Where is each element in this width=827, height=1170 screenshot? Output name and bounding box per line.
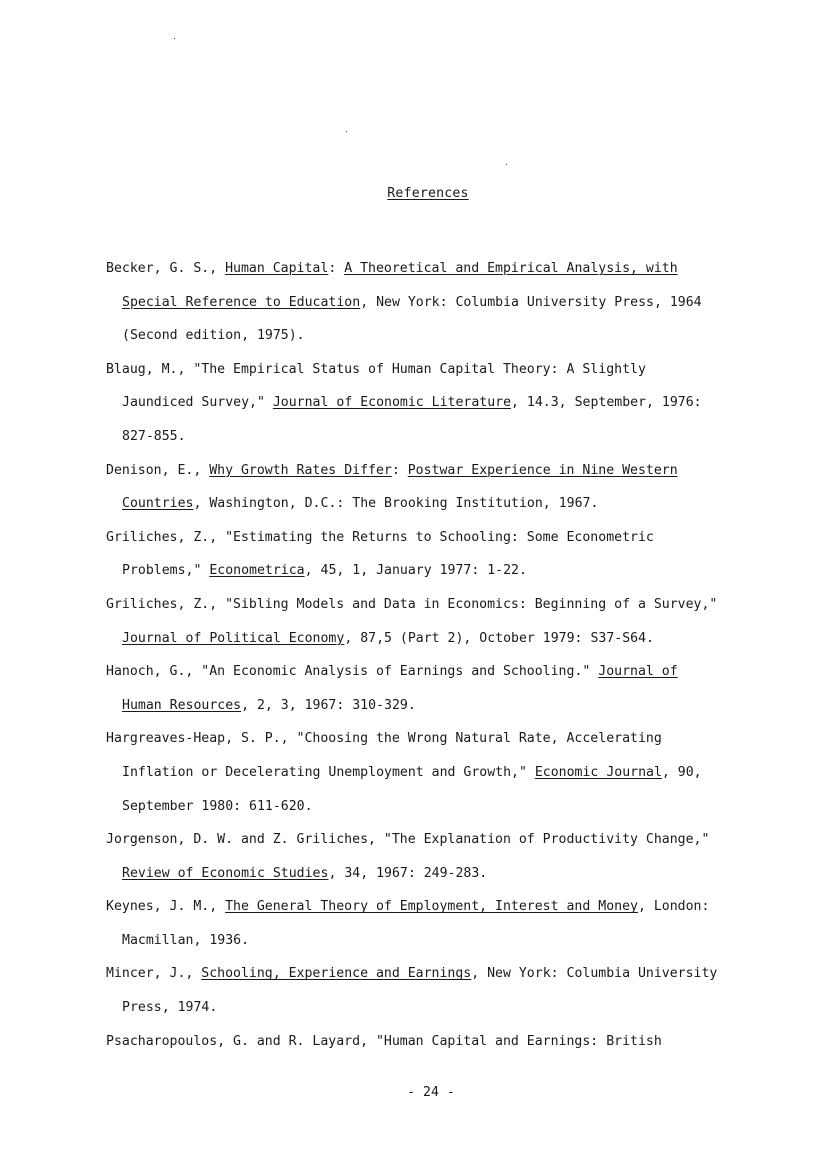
reference-line — [106, 286, 766, 320]
reference-text-segment: , New York: Columbia University Press, 1964 — [360, 294, 702, 310]
reference-text-segment: Keynes, J. M., — [106, 899, 226, 915]
reference-line — [106, 890, 766, 924]
page-number: - 24 - — [407, 1085, 455, 1100]
reference-text-segment: , 2, 3, 1967: 310-329. — [241, 697, 416, 713]
reference-line — [106, 722, 766, 756]
reference-text-segment: Hanoch, G., "An Economic Analysis of Earnings and Schooling." — [106, 664, 599, 680]
reference-line — [106, 588, 766, 622]
reference-text-segment: Press, 1974. — [122, 1000, 218, 1016]
reference-entry — [106, 454, 766, 521]
reference-line — [106, 857, 766, 891]
reference-title-segment: A Theoretical and Empirical Analysis, with — [344, 261, 678, 276]
reference-text-segment: Inflation or Decelerating Unemployment and Growth," — [122, 764, 535, 780]
reference-title-segment: Journal of Economic Literature — [272, 395, 512, 411]
reference-text-segment: Macmillan, 1936. — [122, 932, 250, 948]
reference-title-segment: Journal of — [598, 664, 678, 680]
scan-speck — [346, 131, 347, 132]
reference-entry — [106, 1025, 766, 1059]
reference-line — [106, 386, 766, 420]
reference-text-segment: Jorgenson, D. W. and Z. Griliches, "The Explanation of Productivity Change," — [106, 832, 710, 848]
reference-line — [106, 487, 766, 521]
reference-line — [106, 991, 766, 1025]
reference-text-segment: Griliches, Z., "Sibling Models and Data in Economics: Beginning of a Survey," — [106, 596, 718, 612]
reference-text-segment: , 14.3, September, 1976: — [511, 395, 702, 411]
reference-title-segment: Postwar Experience in Nine Western — [407, 462, 678, 478]
reference-line — [106, 454, 766, 488]
reference-title-segment: Countries — [122, 496, 194, 512]
reference-entry — [106, 957, 766, 1024]
scan-speck — [174, 38, 175, 39]
reference-title-segment: Schooling, Experience and Earnings — [201, 966, 472, 982]
reference-line — [106, 689, 766, 723]
reference-text-segment: Problems," — [122, 563, 210, 579]
reference-line — [106, 353, 766, 387]
reference-title-segment: Review of Economic Studies — [122, 865, 329, 881]
reference-text-segment: Jaundiced Survey," — [122, 395, 273, 411]
reference-entry — [106, 353, 766, 454]
reference-title-segment: The General Theory of Employment, Interest and Money — [225, 899, 638, 915]
reference-line — [106, 924, 766, 958]
reference-line — [106, 319, 766, 353]
references-heading-text: References — [387, 186, 469, 201]
reference-entry — [106, 655, 766, 722]
reference-line — [106, 655, 766, 689]
reference-entry — [106, 588, 766, 655]
reference-text-segment: Psacharopoulos, G. and R. Layard, "Human Capital and Earnings: British — [106, 1033, 662, 1049]
reference-entry — [106, 722, 766, 823]
reference-title-segment: Special Reference to Education — [122, 294, 361, 310]
reference-list — [106, 252, 766, 1058]
reference-line — [106, 622, 766, 656]
reference-text-segment: , New York: Columbia University — [471, 966, 718, 982]
reference-entry — [106, 252, 766, 353]
reference-text-segment: , 90, — [661, 764, 702, 780]
reference-text-segment: , 45, 1, January 1977: 1-22. — [304, 563, 527, 579]
reference-text-segment: (Second edition, 1975). — [122, 328, 305, 344]
reference-text-segment: : — [391, 462, 408, 478]
reference-title-segment: Journal of Political Economy — [122, 630, 345, 646]
reference-title-segment: Human Capital — [225, 261, 329, 276]
reference-text-segment: Hargreaves-Heap, S. P., "Choosing the Wrong Natural Rate, Accelerating — [106, 731, 662, 747]
reference-text-segment: : — [328, 261, 345, 276]
reference-title-segment: Economic Journal — [534, 764, 662, 780]
reference-line — [106, 252, 766, 286]
reference-text-segment: , London: — [637, 899, 710, 915]
reference-entry — [106, 823, 766, 890]
reference-line — [106, 554, 766, 588]
reference-title-segment: Why Growth Rates Differ — [209, 462, 392, 478]
reference-text-segment: , 34, 1967: 249-283. — [328, 865, 488, 881]
reference-text-segment: Becker, G. S., — [106, 261, 226, 276]
reference-text-segment: Blaug, M., "The Empirical Status of Human Capital Theory: A Slightly — [106, 361, 646, 377]
reference-text-segment: 827-855. — [122, 428, 186, 444]
reference-entry — [106, 521, 766, 588]
reference-text-segment: September 1980: 611-620. — [122, 798, 313, 814]
reference-entry — [106, 890, 766, 957]
scan-speck — [506, 164, 507, 165]
reference-title-segment: Human Resources — [122, 697, 242, 713]
reference-text-segment: Griliches, Z., "Estimating the Returns to Schooling: Some Econometric — [106, 529, 654, 545]
reference-text-segment: Denison, E., — [106, 462, 210, 478]
reference-text-segment: Mincer, J., — [106, 966, 202, 982]
reference-line — [106, 521, 766, 555]
reference-line — [106, 957, 766, 991]
reference-line — [106, 756, 766, 790]
reference-text-segment: , Washington, D.C.: The Brooking Institution, 1967. — [193, 496, 599, 512]
references-heading — [0, 186, 827, 201]
reference-text-segment: , 87,5 (Part 2), October 1979: S37-S64. — [344, 630, 654, 646]
reference-title-segment: Econometrica — [209, 563, 305, 579]
reference-line — [106, 790, 766, 824]
reference-line — [106, 1025, 766, 1059]
reference-line — [106, 420, 766, 454]
reference-line — [106, 823, 766, 857]
